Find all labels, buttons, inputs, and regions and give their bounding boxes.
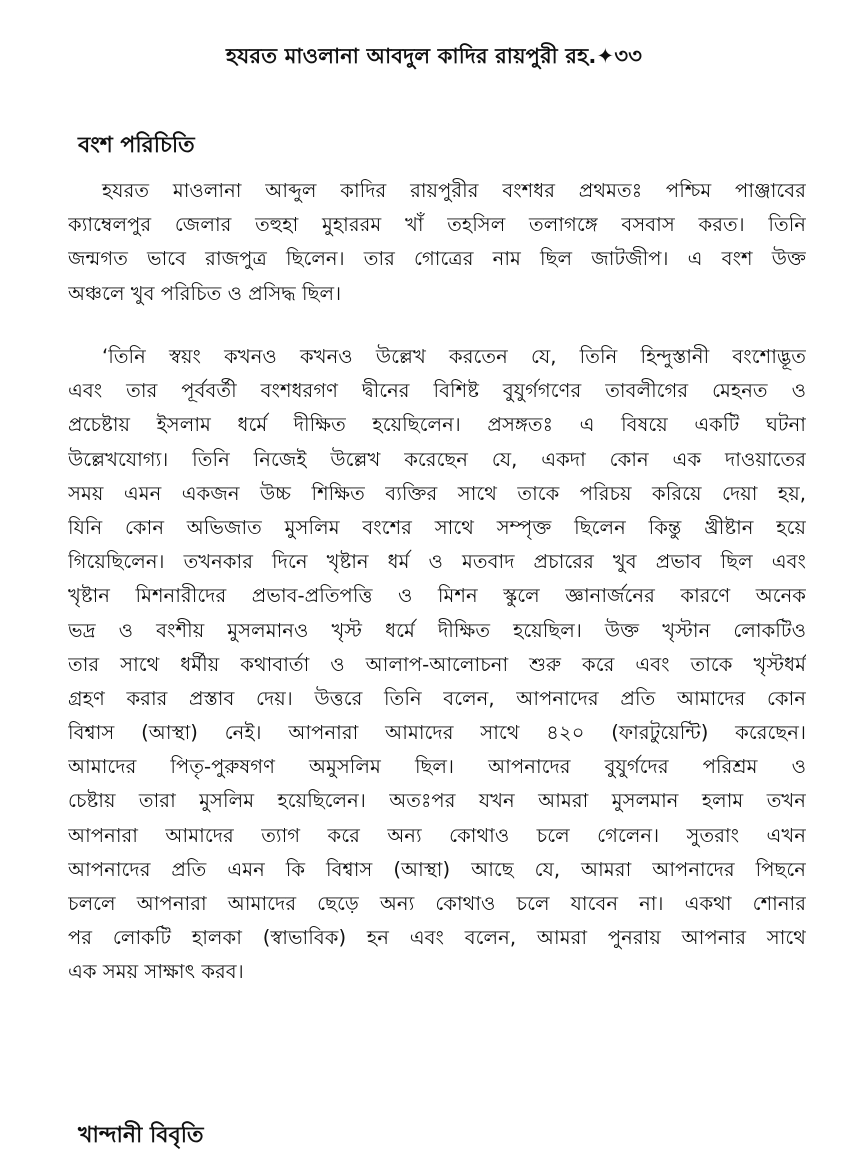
text-line: গ্রহণ করার প্রস্তাব দেয়। উত্তরে তিনি বলেন, আপনাদের প্রতি আমাদের কোন [68, 686, 806, 710]
text-line: অঞ্চলে খুব পরিচিত ও প্রসিদ্ধ ছিল। [68, 281, 342, 305]
text-line: এবং তার পূর্ববর্তী বংশধরগণ দ্বীনের বিশিষ্ট বুযুর্গগণের তাবলীগের মেহনত ও [68, 379, 806, 403]
text-line: তার সাথে ধর্মীয় কথাবার্তা ও আলাপ-আলোচনা শুরু করে এবং তাকে খৃস্টধর্ম [68, 652, 806, 676]
text-line: আপনাদের প্রতি এমন কি বিশ্বাস (আস্থা) আছে যে, আমরা আপনাদের পিছনে [68, 857, 806, 881]
text-line: হযরত মাওলানা আব্দুল কাদির রায়পুরীর বংশধর প্রথমতঃ পশ্চিম পাঞ্জাবের [102, 179, 806, 202]
text-line: আমাদের পিতৃ-পুরুষগণ অমুসলিম ছিল। আপনাদের বুযুর্গদের পরিশ্রম ও [68, 755, 806, 779]
text-line: চেষ্টায় তারা মুসলিম হয়েছিলেন। অতঃপর যখন আমরা মুসলমান হলাম তখন [68, 789, 806, 813]
section-heading-lineage: বংশ পরিচিতি [78, 133, 195, 158]
text-line: ক্যাম্বেলপুর জেলার তহুহা মুহাররম খাঁ তহসিল তলাগঙ্গে বসবাস করত। তিনি [68, 213, 806, 237]
text-line: যিনি কোন অভিজাত মুসলিম বংশের সাথে সম্পৃক্ত ছিলেন কিন্তু খ্রীষ্টান হয়ে [68, 515, 806, 539]
text-line: আপনারা আমাদের ত্যাগ করে অন্য কোথাও চলে গেলেন। সুতরাং এখন [68, 823, 806, 847]
text-line: ‘তিনি স্বয়ং কখনও কখনও উল্লেখ করতেন যে, তিনি হিন্দুস্তানী বংশোদ্ভূত [102, 345, 806, 368]
text-line: উল্লেখযোগ্য। তিনি নিজেই উল্লেখ করেছেন যে, একদা কোন এক দাওয়াতের [68, 447, 806, 471]
text-line: ভদ্র ও বংশীয় মুসলমানও খৃস্ট ধর্মে দীক্ষিত হয়েছিল। উক্ত খৃস্টান লোকটিও [68, 618, 806, 642]
section-heading-family: খান্দানী বিবৃতি [78, 1123, 204, 1148]
text-line: প্রচেষ্টায় ইসলাম ধর্মে দীক্ষিত হয়েছিলেন। প্রসঙ্গতঃ এ বিষয়ে একটি ঘটনা [68, 413, 806, 437]
text-line: পর লোকটি হালকা (স্বাভাবিক) হন এবং বলেন, আমরা পুনরায় আপনার সাথে [68, 926, 806, 950]
running-header: হযরত মাওলানা আবদুল কাদির রায়পুরী রহ.✦৩৩ [225, 44, 643, 68]
paragraph [68, 174, 806, 311]
text-line: এক সময় সাক্ষাৎ করব। [68, 960, 244, 984]
text-line: খৃষ্টান মিশনারীদের প্রভাব-প্রতিপত্তি ও মিশন স্কুলে জ্ঞানার্জনের কারণে অনেক [68, 584, 806, 608]
text-line: সময় এমন একজন উচ্চ শিক্ষিত ব্যক্তির সাথে তাকে পরিচয় করিয়ে দেয়া হয়, [68, 481, 806, 505]
paragraph [68, 340, 806, 990]
text-line: গিয়েছিলেন। তখনকার দিনে খৃষ্টান ধর্ম ও মতবাদ প্রচারের খুব প্রভাব ছিল এবং [68, 550, 806, 574]
text-line: চললে আপনারা আমাদের ছেড়ে অন্য কোথাও চলে যাবেন না। একথা শোনার [68, 892, 806, 915]
text-line: বিশ্বাস (আস্থা) নেই। আপনারা আমাদের সাথে ৪২০ (ফারটুয়েন্টি) করেছেন। [68, 721, 806, 745]
text-line: জন্মগত ভাবে রাজপুত্র ছিলেন। তার গোত্রের নাম ছিল জাটজীপ। এ বংশ উক্ত [68, 247, 806, 271]
